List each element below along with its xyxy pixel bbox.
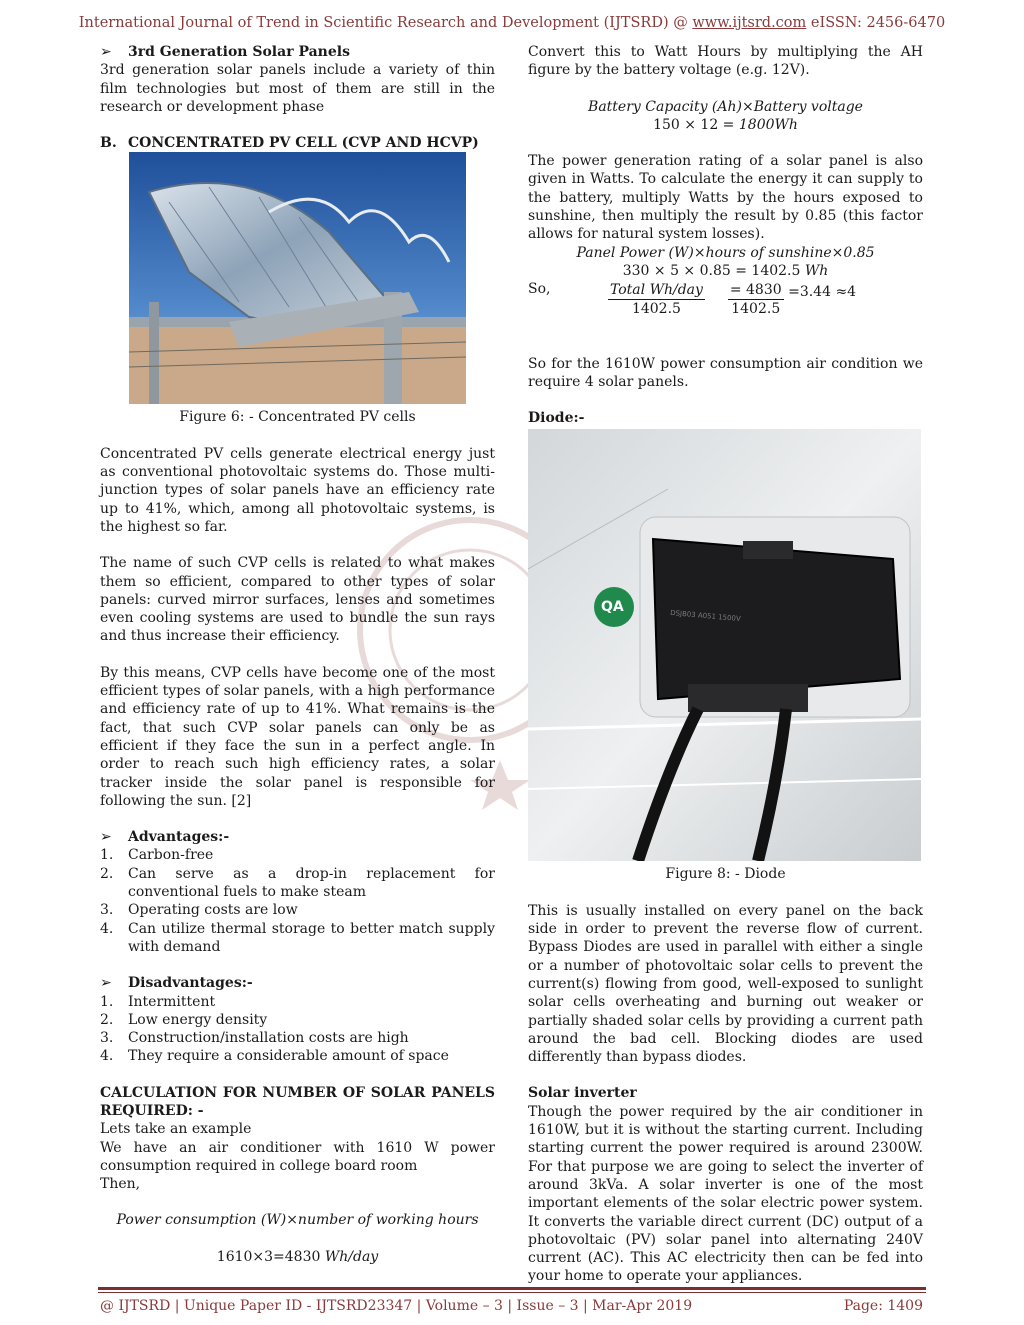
calc-line-2: We have an air conditioner with 1610 W power consumption required in college board room bbox=[100, 1139, 495, 1174]
formula-battery-result: 150 × 12 = 1800Wh bbox=[653, 116, 798, 133]
section-label: B. bbox=[100, 135, 117, 152]
footer-divider-thin bbox=[98, 1292, 926, 1293]
diode-text: This is usually installed on every panel on the back side in order to prevent the reverse flow of current. Bypass Diodes are used in parallel with either a single or a number of photovoltaic solar cells to prevent the current(s) flowing from good, well-exposed to sunlight solar cells overheating and burning out weaker or partially shaded solar cells by providing a current path around the bad cell. Blocking diodes are used differently than bypass diodes. bbox=[528, 902, 923, 1066]
conclusion-text: So for the 1610W power consumption air condition we require 4 solar panels. bbox=[528, 355, 923, 390]
formula-power-result: 1610×3=4830 Wh/day bbox=[216, 1248, 379, 1265]
list-item: 1. Carbon-free bbox=[100, 847, 214, 864]
gen3-text: 3rd generation solar panels include a variety of thin film technologies but most of them are still in the research or development phase bbox=[100, 62, 495, 115]
figure6-image bbox=[129, 152, 466, 404]
disadvantages-heading: ➢ Disadvantages:- bbox=[100, 975, 253, 992]
list-item: 3. Construction/installation costs are high bbox=[100, 1030, 409, 1047]
gen3-heading: ➢ 3rd Generation Solar Panels bbox=[100, 44, 350, 60]
left-column bbox=[100, 43, 495, 1266]
list-item: 4. They require a considerable amount of space bbox=[100, 1048, 449, 1065]
figure8-caption: Figure 8: - Diode bbox=[665, 866, 786, 883]
calc-line-1: Lets take an example bbox=[100, 1121, 252, 1138]
fraction-equation bbox=[528, 281, 923, 319]
arrow-bullet-icon: ➢ bbox=[100, 829, 112, 846]
footer-divider bbox=[98, 1287, 926, 1290]
cpv-paragraph-3: By this means, CVP cells have become one of the most efficient types of solar panels, with a high performance and efficiency rate of up to 41%. What remains is the fact, that such CVP solar panels can only be as efficient if they face the sun in a perfect angle. In order to reach such high efficiency rates, a solar tracker inside the solar panel is responsible for following the sun. [2] bbox=[100, 664, 495, 809]
journal-header bbox=[0, 14, 1024, 32]
convert-text: Convert this to Watt Hours by multiplying the AH figure by the battery voltage (e.g. 12V). bbox=[528, 44, 923, 79]
formula-battery: Battery Capacity (Ah)×Battery voltage bbox=[588, 98, 863, 115]
right-column bbox=[528, 43, 923, 1286]
diode-heading: Diode:- bbox=[528, 410, 585, 427]
list-item: 2. Can serve as a drop-in replacement for conventional fuels to make steam bbox=[100, 865, 495, 901]
disadvantages-list bbox=[100, 993, 495, 1066]
inverter-heading: Solar inverter bbox=[528, 1085, 637, 1102]
arrow-bullet-icon: ➢ bbox=[100, 975, 112, 992]
cpv-section-heading bbox=[100, 134, 495, 152]
inverter-text: Though the power required by the air conditioner in 1610W, but it is without the starting current. Including starting current the power required is around 2300W. For that purpose we are going to select the inverter of around 3kVa. A solar inverter is one of the most important elements of the solar electric power system. It converts the variable direct current (DC) output of a photovoltaic (PV) solar panel into alternating 240V current (AC). This AC electricity then can be fed into your home to operate your appliances. bbox=[528, 1103, 923, 1285]
journal-link[interactable]: www.ijtsrd.com bbox=[692, 15, 807, 31]
cpv-paragraph-1: Concentrated PV cells generate electrical energy just as conventional photovoltaic systems do. Those multi-junction types of solar panels have an efficiency rate up to 41%, which, among all photovoltaic systems, is the highest so far. bbox=[100, 445, 495, 535]
fraction-result: =3.44 ≈4 bbox=[788, 283, 857, 300]
footer-paper-info: @ IJTSRD | Unique Paper ID - IJTSRD23347 | Volume – 3 | Issue – 3 | Mar-Apr 2019 bbox=[100, 1298, 693, 1314]
header-issn: eISSN: 2456-6470 bbox=[806, 15, 946, 31]
figure8-image bbox=[528, 429, 921, 861]
fraction-total: $\frac{\text{Total Wh/day}}{1402.5}$ bbox=[610, 281, 703, 317]
section-title: CONCENTRATED PV CELL (CVP AND HCVP) bbox=[128, 135, 479, 152]
cpv-paragraph-2: The name of such CVP cells is related to what makes them so efficient, compared to other types of solar panels: curved mirror surfaces, lenses and sometimes even cooling systems are used to bundle the sun rays and thus increase their efficiency. bbox=[100, 555, 495, 645]
figure6-caption: Figure 6: - Concentrated PV cells bbox=[179, 409, 416, 426]
page-number: Page: 1409 bbox=[843, 1298, 923, 1314]
power-generation-text: The power generation rating of a solar panel is also given in Watts. To calculate the energy it can supply to the battery, multiply Watts by the hours exposed to sunshine, then multiply the result by 0.85 (this factor allows for natural system losses). bbox=[528, 153, 923, 243]
calc-line-3: Then, bbox=[100, 1176, 141, 1193]
header-prefix: International Journal of Trend in Scientific Research and Development (IJTSRD) @ bbox=[78, 15, 693, 31]
formula-panel: Panel Power (W)×hours of sunshine×0.85 bbox=[576, 244, 875, 261]
list-item: 2. Low energy density bbox=[100, 1011, 268, 1028]
formula-panel-result: 330 × 5 × 0.85 = 1402.5 Wh bbox=[622, 262, 829, 279]
advantages-heading: ➢ Advantages:- bbox=[100, 829, 230, 846]
list-item: 3. Operating costs are low bbox=[100, 902, 298, 919]
list-item: 4. Can utilize thermal storage to better match supply with demand bbox=[100, 920, 495, 955]
fraction-value: $\frac{= 4830}{1402.5}$ bbox=[729, 281, 782, 317]
diode-print: DSJB03 A051 1500V bbox=[669, 609, 742, 624]
calc-heading: CALCULATION FOR NUMBER OF SOLAR PANELS REQUIRED: - bbox=[100, 1084, 495, 1119]
so-text: So, bbox=[528, 281, 551, 298]
page-footer bbox=[100, 1297, 923, 1315]
list-item: 1. Intermittent bbox=[100, 993, 216, 1010]
arrow-bullet-icon: ➢ bbox=[100, 44, 112, 60]
formula-power-consumption: Power consumption (W)×number of working hours bbox=[116, 1212, 479, 1229]
qa-label: QA bbox=[601, 599, 624, 616]
advantages-list bbox=[100, 846, 495, 956]
